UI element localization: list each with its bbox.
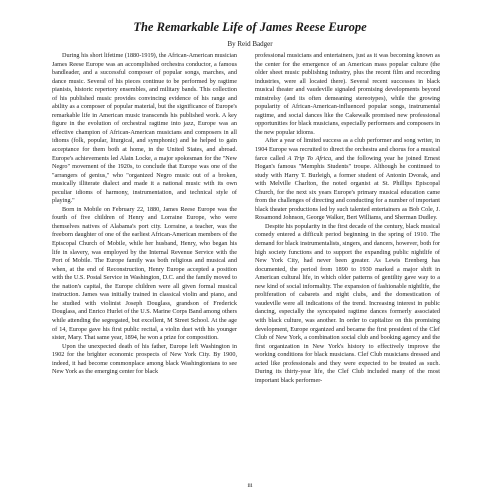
- paragraph-theater-text-a: After a year of limited success as a club performer and song writer, in 1904 Europe was recruited to direct the orchestra and chorus for a musical farce called: [255, 137, 440, 162]
- paragraph-intro: During his short lifetime (1880-1919), the African-American musician James Reese Europe was an accomplished orchestra conductor, a famous bandleader, and a successful composer of popular songs, marches, and dance music. Several of his pieces continue to be performed by ragtime pianists, historic repertory ensembles, and military bands. This collection of his published music provides convincing evidence of his range and ability as a composer of popular material, but the significance of Europe's remarkable life in American music transcends his published work. A key figure in the evolution of orchestral ragtime into jazz, Europe was an effective champion of African-American musicians and composers in all idioms (folk, popular, liturgical, and symphonic) and he helped to gain acceptance for them both at home, in the United States, and abroad. Europe's achievements led Alain Locke, a major spokesman for the "New Negro" movement of the 1920s, to conclude that Europe was one of the "arrangers of genius," who "organized Negro music out of a broken, musically illiterate dialect and made it a national music with its own peculiar idioms of harmony, instrumentation, and technical style of playing.": [52, 52, 237, 205]
- paragraph-early-life: Born in Mobile on February 22, 1880, James Reese Europe was the fourth of five children of Henry and Lorraine Europe, who were themselves natives of Alabama's port city. Lorraine, a teacher, was the freeborn daughter of one of the earliest African-American members of the Episcopal Church of Mobile, while her husband, Henry, who began his life in slavery, was employed by the Internal Revenue Service with the Port of Mobile. The Europe family was both religious and musical and when, at the end of Reconstruction, Henry Europe accepted a position with the U.S. Postal Service in Washington, D.C. and the family moved to the nation's capital, the Europe children were all given formal musical instruction. James was initially trained in classical violin and piano, and he studied with violinist Joseph Douglass, grandson of Frederick Douglass, and Enrico Hurlei of the U.S. Marine Corps Band among others while attending the segregated, but excellent, M Street School. At the age of 14, Europe gave his first public recital, a violin duet with his younger sister, Mary. That same year, 1894, he won a prize for composition.: [52, 205, 237, 342]
- paragraph-new-york-move: Upon the unexpected death of his father, Europe left Washington in 1902 for the brighter economic prospects of New York City. By 1900, indeed, it had become commonplace among black Washingtonians to see New York as the emerging center for black: [52, 342, 237, 376]
- paragraph-theater-text-b: , and the following year he joined Ernest Hogan's famous "Memphis Students" troupe. Although he continued to study with Harry T. Burleigh, a former student of Antonin Dvorak, and with Melville Charlton, the noted organist at St. Phillips Episcopal Church, for the next six years Europe's primary musical education came from the challenges of directing and conducting for a number of important black theater productions led by such talented entertainers as Bob Cole, J. Rosamond Johnson, George Walker, Bert Williams, and Sherman Dudley.: [255, 154, 440, 222]
- article-title: The Remarkable Life of James Reese Europe: [133, 20, 367, 34]
- show-title-italic: A Trip To Africa: [287, 154, 332, 162]
- paragraph-clef-club: Despite his popularity in the first decade of the century, black musical comedy entered a difficult period beginning in the spring of 1910. The demand for black instrumentalists, singers, and dancers, however, both for high society functions and to support the expanding public nightlife of New York City, had never been greater. As Lewis Erenberg has documented, the period from 1890 to 1930 marked a major shift in American cultural life, in which older patterns of gentility gave way to a new kind of social informality. The expansion of fashionable nightlife, the proliferation of cabarets and night clubs, and the domestication of vaudeville were all indications of the trend. Increasing interest in public dancing, especially the syncopated ragtime dances formerly associated with black culture, was another. In order to capitalize on this promising development, Europe organized and became the first president of the Clef Club of New York, a combination social club and booking agency and the first organization in New York's history to effectively improve the working conditions for black musicians. Clef Club musicians dressed and acted like professionals and they were expected to be treated as such. During its thirty-year life, the Clef Club included many of the most important black performer-: [255, 222, 440, 384]
- paragraph-theater-career: [255, 137, 440, 222]
- page-number: iii: [247, 483, 253, 489]
- paragraph-continuation: professional musicians and entertainers, just as it was becoming known as the center for the emergence of an American mass popular culture (the older sheet music publishing industry, plus the recent film and recording industries, were all located there). Several recent successes in black musical theater and vaudeville signaled promising developments beyond minstrelsy (and its often demeaning stereotypes), while the growing popularity of African-American-influenced popular songs, instrumental ragtime, and social dances like the Cakewalk promised new professional opportunities for black musicians, especially performers and composers in the new popular idioms.: [255, 52, 440, 136]
- byline: By Reid Badger: [227, 40, 273, 48]
- left-column: [52, 52, 237, 377]
- right-column: [255, 52, 440, 385]
